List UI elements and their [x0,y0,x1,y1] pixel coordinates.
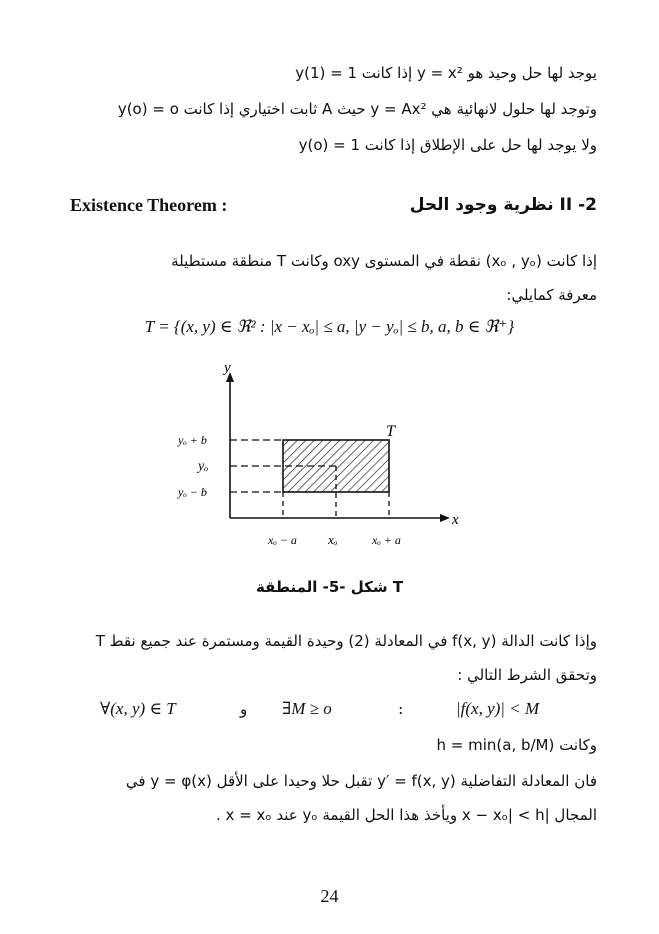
condition-forall: ∀(x, y) ∈ T [100,699,176,718]
intro-line-1: يوجد لها حل وحيد هو y = x² إذا كانت y(1) = 1 [295,64,597,82]
region-figure [150,358,480,558]
condition-bound: |f(x, y)| < M [456,699,540,718]
condition-exists: ∃M ≥ o [282,699,332,718]
region-label: T [386,423,395,440]
set-formula: T = {(x, y) ∈ ℜ² : |x − xₒ| ≤ a, |y − yₒ| ≤ b, a, b ∈ ℜ⁺} [144,317,515,336]
definition-line-2: معرفة كمايلي: [506,286,597,304]
y-tick-mid: yₒ [198,459,209,474]
section-title-en: Existence Theorem : [70,195,228,215]
theorem-line-4: المجال |x − xₒ| < h ويأخذ هذا الحل القيمة yₒ عند x = xₒ . [216,806,597,824]
x-tick-right: xₒ + a [372,533,401,547]
x-axis-arrow [440,514,450,522]
definition-line-1: إذا كانت (xₒ , yₒ) نقطة في المستوى oxy وكانت T منطقة مستطيلة [171,252,597,270]
y-axis-label: y [224,360,231,376]
figure-caption: شكل -5- المنطقة T [255,578,404,596]
intro-line-2: وتوجد لها حلول لانهائية هي y = Ax² حيث A ثابت اختياري إذا كانت y(o) = o [117,100,597,118]
y-tick-bottom: yₒ − b [178,485,207,499]
x-tick-mid: xₒ [328,532,338,547]
y-tick-top: yₒ + b [178,433,207,447]
condition-and: و [240,700,248,718]
theorem-line-3: فان المعادلة التفاضلية y′ = f(x, y) تقبل حلا وحيدا على الأقل y = φ(x) في [125,772,597,790]
x-tick-left: xₒ − a [268,533,297,547]
theorem-line-1: وإذا كانت الدالة f(x, y) في المعادلة (2) وحيدة القيمة ومستمرة عند جميع نقط T [95,632,597,650]
page-number: 24 [320,886,339,906]
h-definition: وكانت h = min(a, b/M) [436,736,597,754]
intro-line-3: ولا يوجد لها حل على الإطلاق إذا كانت y(o) = 1 [298,136,597,154]
x-axis-label: x [452,512,459,528]
section-title-ar: II -2 نظرية وجود الحل [409,195,597,215]
condition-colon: : [398,699,404,718]
theorem-line-2: وتحقق الشرط التالي : [457,666,597,684]
